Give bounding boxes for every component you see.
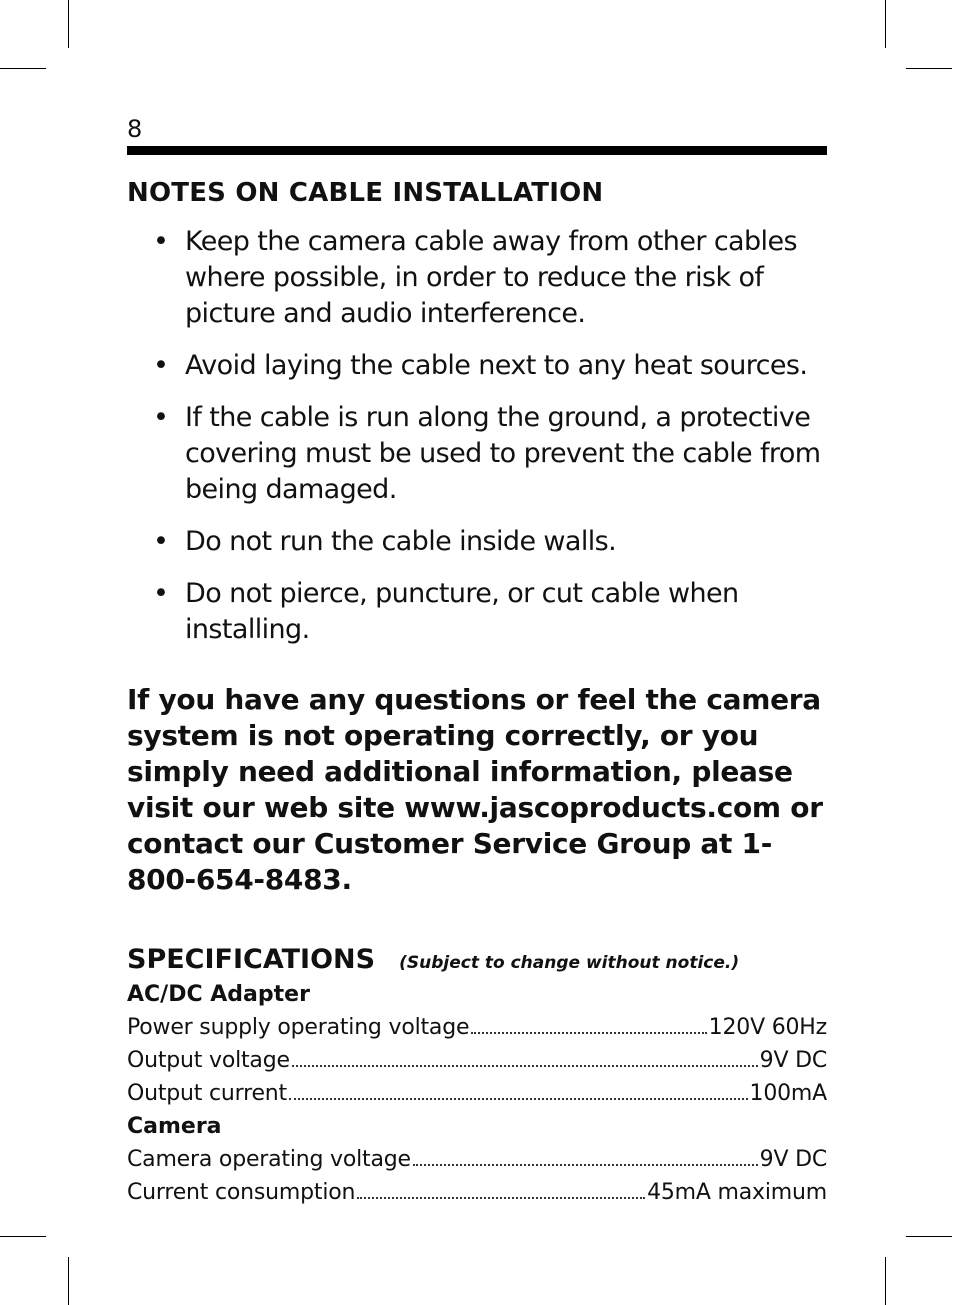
list-item bbox=[127, 348, 827, 384]
spec-label: Camera operating voltage bbox=[127, 1147, 411, 1172]
dot-leader bbox=[413, 1164, 758, 1166]
spec-group-title: Camera bbox=[127, 1114, 222, 1139]
specifications-heading: SPECIFICATIONS bbox=[127, 944, 376, 975]
spec-value: 9V DC bbox=[759, 1048, 827, 1073]
note-text: Do not run the cable inside walls. bbox=[185, 526, 617, 557]
crop-mark-bottom-right-vertical bbox=[885, 1257, 886, 1305]
spec-label: Power supply operating voltage bbox=[127, 1015, 470, 1040]
bullet-icon: • bbox=[153, 226, 169, 257]
crop-mark-bottom-right-horizontal bbox=[906, 1236, 952, 1237]
bullet-icon: • bbox=[153, 578, 169, 609]
crop-mark-top-left-vertical bbox=[68, 0, 69, 48]
spec-row bbox=[127, 1143, 827, 1176]
crop-mark-bottom-left-horizontal bbox=[0, 1236, 46, 1237]
spec-label: Current consumption bbox=[127, 1180, 356, 1205]
bullet-icon: • bbox=[153, 526, 169, 557]
page-number: 8 bbox=[127, 115, 143, 143]
crop-mark-top-left-horizontal bbox=[0, 68, 46, 69]
crop-mark-top-right-horizontal bbox=[906, 68, 952, 69]
list-item bbox=[127, 400, 827, 508]
specifications-note: (Subject to change without notice.) bbox=[399, 953, 740, 973]
note-text: Keep the camera cable away from other cables where possible, in order to reduce the risk of picture and audio interference. bbox=[185, 226, 797, 329]
header-rule bbox=[127, 146, 827, 155]
contact-paragraph: If you have any questions or feel the camera system is not operating correctly, or you simply need additional information, please visit our web site www.jascoproducts.com or contact our Customer Service Group at 1-800-654-8483. bbox=[127, 683, 823, 896]
spec-row bbox=[127, 1044, 827, 1077]
spec-row bbox=[127, 1077, 827, 1110]
list-item bbox=[127, 576, 827, 648]
notes-heading: NOTES ON CABLE INSTALLATION bbox=[127, 178, 604, 208]
notes-list bbox=[127, 224, 827, 648]
crop-mark-top-right-vertical bbox=[885, 0, 886, 48]
bullet-icon: • bbox=[153, 402, 169, 433]
spec-label: Output voltage bbox=[127, 1048, 290, 1073]
specifications-heading-row bbox=[127, 942, 827, 978]
dot-leader bbox=[292, 1065, 758, 1067]
spec-group-title: AC/DC Adapter bbox=[127, 982, 310, 1007]
list-item bbox=[127, 524, 827, 560]
dot-leader bbox=[471, 1032, 706, 1034]
spec-label: Output current bbox=[127, 1081, 287, 1106]
note-text: Do not pierce, puncture, or cut cable when installing. bbox=[185, 578, 739, 645]
list-item bbox=[127, 224, 827, 332]
spec-value: 45mA maximum bbox=[647, 1180, 827, 1205]
spec-group-camera bbox=[127, 1110, 827, 1209]
note-text: If the cable is run along the ground, a protective covering must be used to prevent the cable from being damaged. bbox=[185, 402, 821, 505]
note-text: Avoid laying the cable next to any heat sources. bbox=[185, 350, 808, 381]
spec-value: 100mA bbox=[749, 1081, 827, 1106]
page-content bbox=[127, 172, 827, 1209]
spec-row bbox=[127, 1011, 827, 1044]
spec-value: 9V DC bbox=[759, 1147, 827, 1172]
dot-leader bbox=[357, 1197, 645, 1199]
dot-leader bbox=[289, 1098, 748, 1100]
spec-group-adapter bbox=[127, 978, 827, 1110]
bullet-icon: • bbox=[153, 350, 169, 381]
crop-mark-bottom-left-vertical bbox=[68, 1257, 69, 1305]
spec-value: 120V 60Hz bbox=[708, 1015, 827, 1040]
spec-row bbox=[127, 1176, 827, 1209]
